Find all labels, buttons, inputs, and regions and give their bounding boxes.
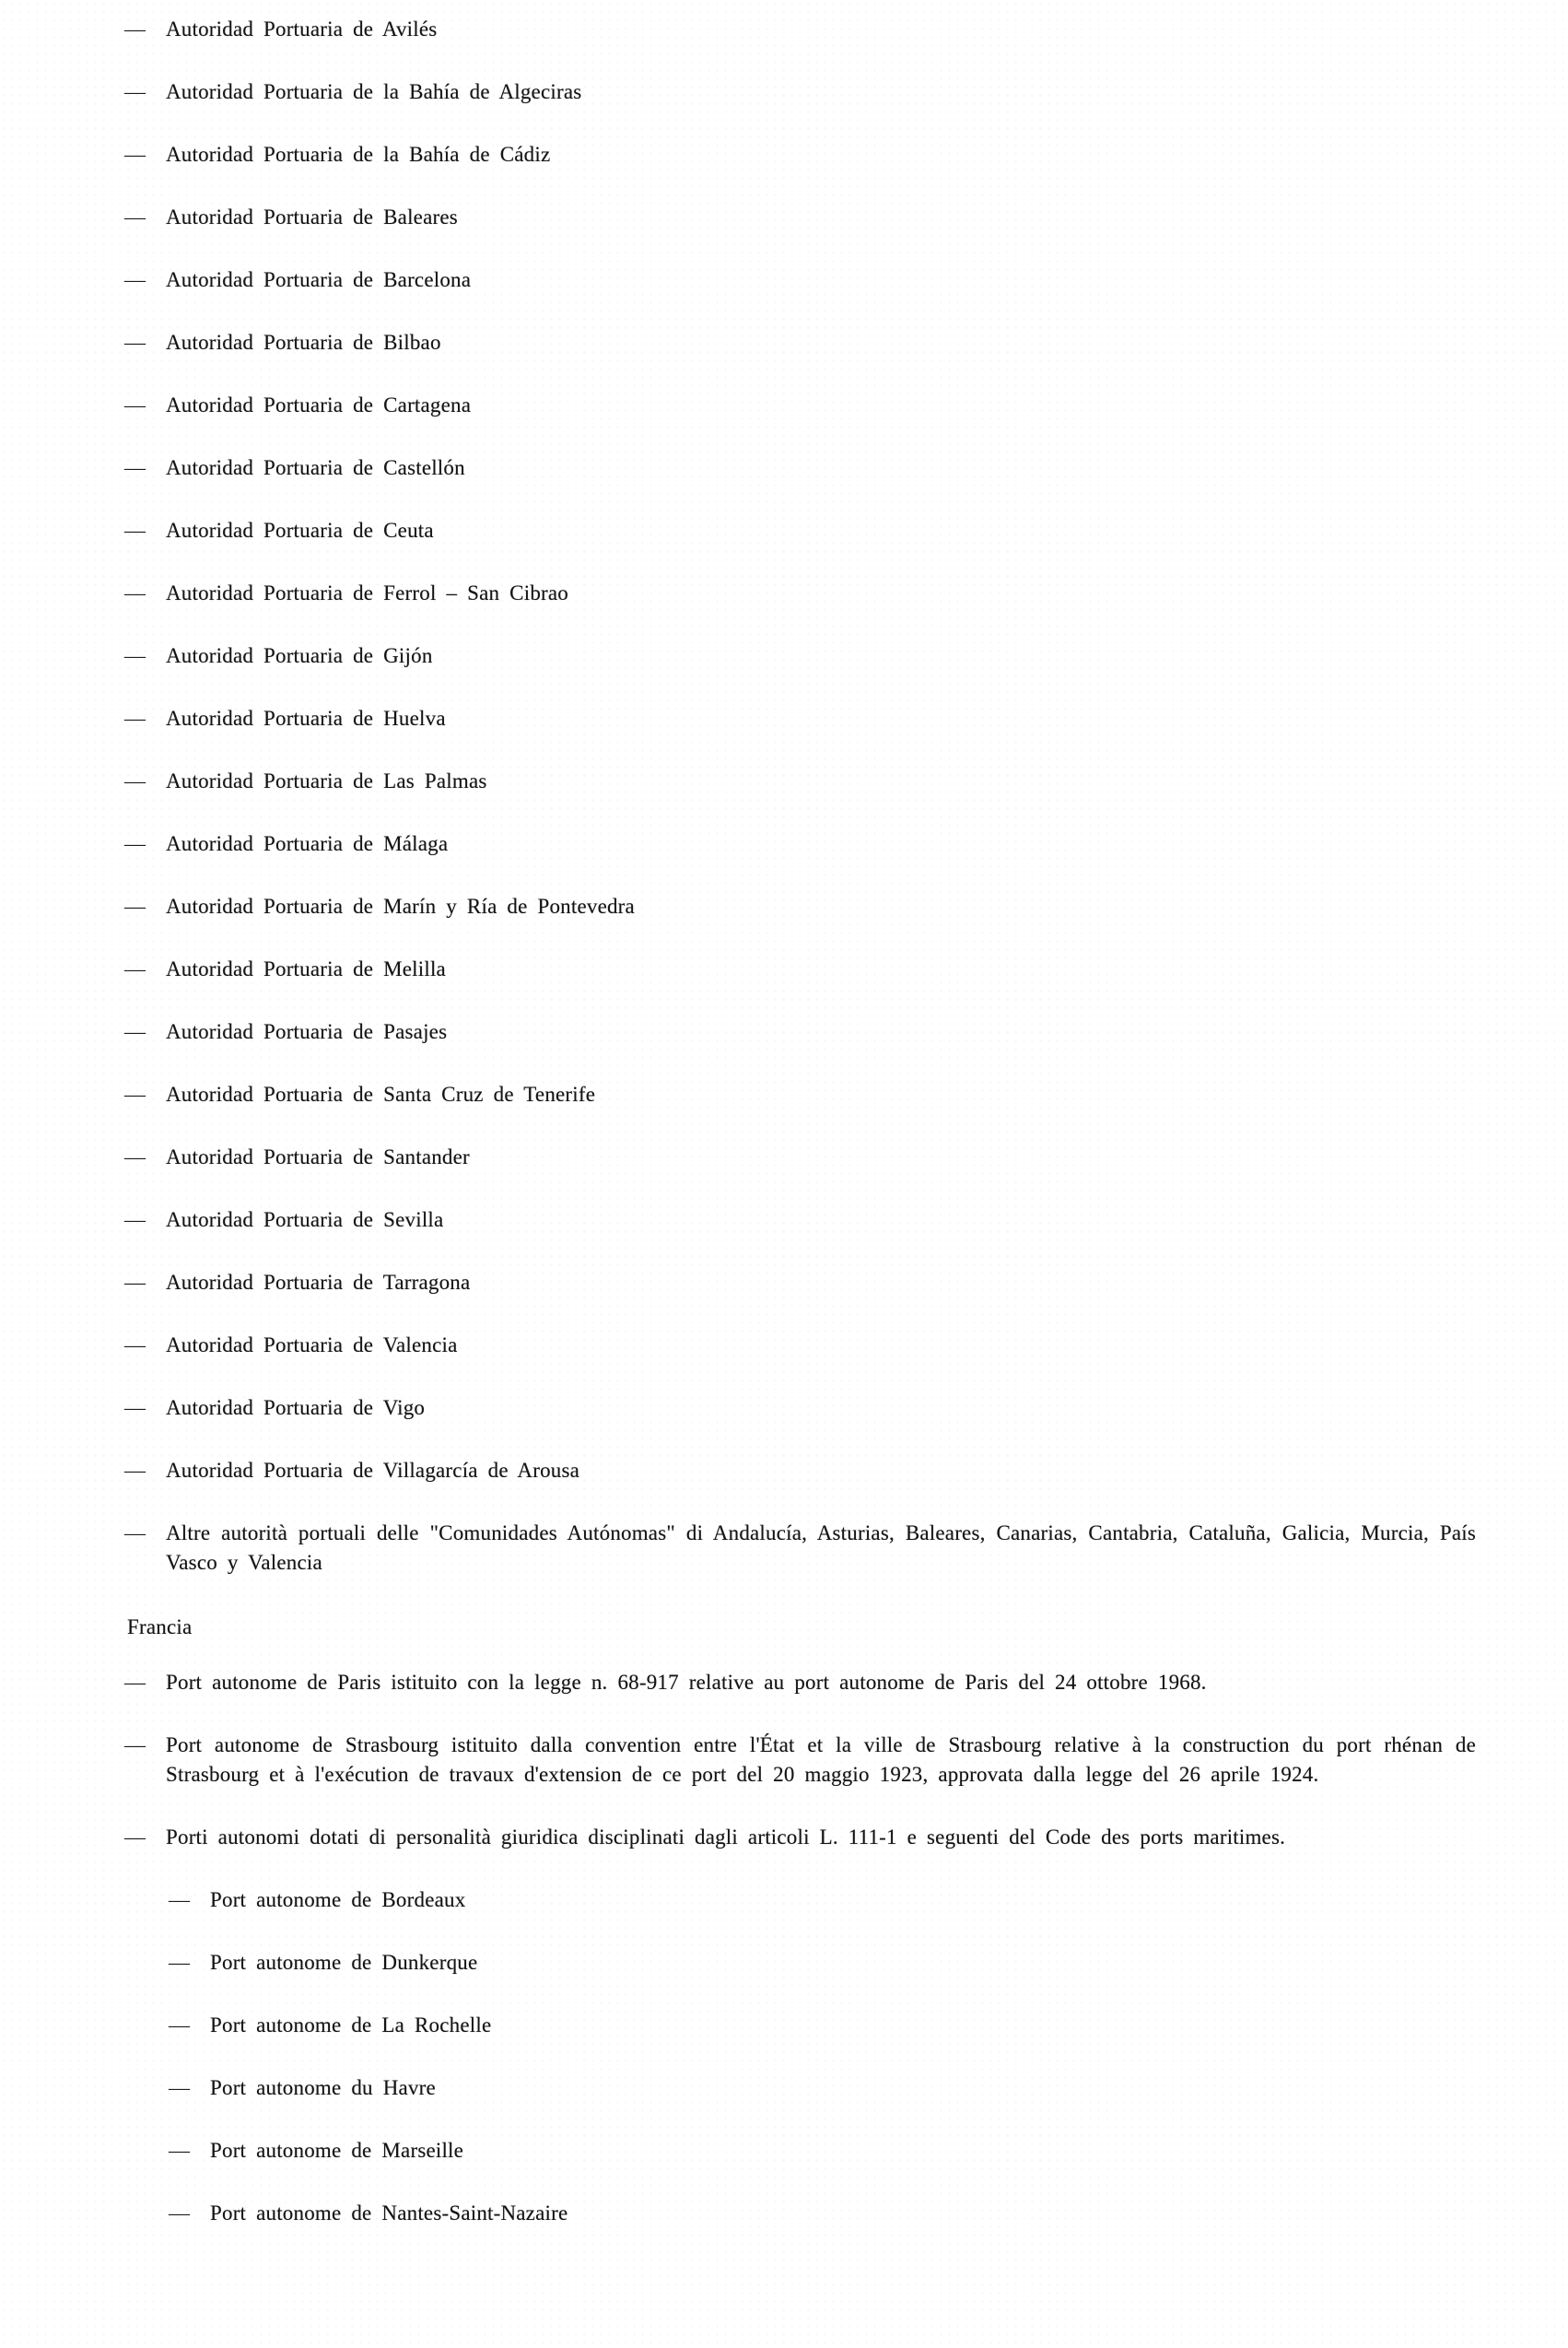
list-item-text: Autoridad Portuaria de Melilla xyxy=(166,957,446,980)
list-item-text: Altre autorità portuali delle "Comunidades Autónomas" di Andalucía, Asturias, Baleares, Canarias, Cantabria, Cataluña, Galicia, Murcia, País Vasco y Valencia xyxy=(166,1521,1476,1574)
dash-icon: — xyxy=(124,393,146,417)
list-item xyxy=(124,1823,1476,1852)
list-item xyxy=(124,140,1476,170)
list-item xyxy=(124,77,1476,107)
list-item-text: Autoridad Portuaria de la Bahía de Cádiz xyxy=(166,143,551,166)
dash-icon: — xyxy=(169,2139,191,2162)
dash-icon: — xyxy=(124,1459,146,1482)
list-item xyxy=(124,328,1476,358)
dash-icon: — xyxy=(124,205,146,229)
list-item xyxy=(124,1731,1476,1790)
list-item-text: Autoridad Portuaria de Baleares xyxy=(166,205,458,229)
list-item xyxy=(124,1393,1476,1423)
dash-icon: — xyxy=(169,2013,191,2037)
dash-icon: — xyxy=(124,143,146,166)
list-item-text: Port autonome de Dunkerque xyxy=(210,1951,478,1974)
list-item xyxy=(124,15,1476,44)
list-item-text: Autoridad Portuaria de Pasajes xyxy=(166,1020,448,1043)
list-item xyxy=(124,203,1476,232)
list-item xyxy=(169,2011,1476,2040)
list-item-text: Autoridad Portuaria de Avilés xyxy=(166,18,438,41)
dash-icon: — xyxy=(124,1083,146,1106)
dash-icon: — xyxy=(124,80,146,103)
list-item-text: Port autonome de Strasbourg istituito dalla convention entre l'État et la ville de Strasbourg relative à la construction du port rhénan de Strasbourg et à l'exécution de travaux d'extension de ce port del 20 maggio 1923, approvata dalla legge del 26 aprile 1924. xyxy=(166,1733,1476,1786)
dash-icon: — xyxy=(124,832,146,855)
list-item-text: Port autonome de Marseille xyxy=(210,2139,464,2162)
dash-icon: — xyxy=(124,1333,146,1356)
list-item xyxy=(124,641,1476,671)
dash-icon: — xyxy=(124,456,146,479)
list-item xyxy=(169,2136,1476,2166)
list-item-text: Autoridad Portuaria de Cartagena xyxy=(166,393,472,417)
list-item xyxy=(124,1017,1476,1047)
dash-icon: — xyxy=(124,268,146,291)
list-item-text: Autoridad Portuaria de Villagarcía de Arousa xyxy=(166,1459,580,1482)
dash-icon: — xyxy=(124,1733,146,1756)
dash-icon: — xyxy=(169,2076,191,2099)
list-item xyxy=(169,2073,1476,2103)
list-item xyxy=(124,1331,1476,1360)
list-item-text: Autoridad Portuaria de Tarragona xyxy=(166,1271,471,1294)
list-item xyxy=(124,767,1476,796)
list-item-text: Port autonome de Paris istituito con la legge n. 68-917 relative au port autonome de Paris del 24 ottobre 1968. xyxy=(166,1671,1207,1694)
dash-icon: — xyxy=(124,18,146,41)
dash-icon: — xyxy=(124,1396,146,1419)
dash-icon: — xyxy=(169,2201,191,2225)
list-item-text: Autoridad Portuaria de Ferrol – San Cibrao xyxy=(166,581,568,605)
list-item xyxy=(124,1080,1476,1109)
list-item xyxy=(124,453,1476,483)
list-item xyxy=(124,892,1476,922)
list-item-text: Autoridad Portuaria de Huelva xyxy=(166,707,446,730)
list-item-text: Autoridad Portuaria de la Bahía de Algeciras xyxy=(166,80,582,103)
list-item-text: Port autonome de Nantes-Saint-Nazaire xyxy=(210,2201,568,2225)
list-item-text: Autoridad Portuaria de Castellón xyxy=(166,456,465,479)
country-heading-francia: Francia xyxy=(127,1615,193,1638)
dash-icon: — xyxy=(124,1271,146,1294)
list-item-text: Autoridad Portuaria de Valencia xyxy=(166,1333,458,1356)
list-item xyxy=(169,1885,1476,1915)
list-item-text: Porti autonomi dotati di personalità giuridica disciplinati dagli articoli L. 111-1 e seguenti del Code des ports maritimes. xyxy=(166,1826,1286,1849)
dash-icon: — xyxy=(169,1951,191,1974)
list-item xyxy=(124,265,1476,295)
list-item xyxy=(124,1668,1476,1697)
list-item xyxy=(124,1143,1476,1172)
france-autonomous-ports-list xyxy=(169,1885,1476,2228)
list-item-text: Autoridad Portuaria de Marín y Ría de Pontevedra xyxy=(166,895,635,918)
dash-icon: — xyxy=(124,1208,146,1231)
list-item-text: Autoridad Portuaria de Santander xyxy=(166,1145,470,1168)
dash-icon: — xyxy=(124,1020,146,1043)
dash-icon: — xyxy=(124,769,146,792)
list-item xyxy=(124,704,1476,734)
list-item-text: Autoridad Portuaria de Bilbao xyxy=(166,331,441,354)
dash-icon: — xyxy=(124,644,146,667)
dash-icon: — xyxy=(124,895,146,918)
dash-icon: — xyxy=(169,1888,191,1911)
list-item-text: Autoridad Portuaria de Vigo xyxy=(166,1396,426,1419)
list-item xyxy=(124,1519,1476,1578)
list-item-text: Autoridad Portuaria de Málaga xyxy=(166,832,449,855)
list-item xyxy=(124,391,1476,420)
list-item xyxy=(124,1205,1476,1235)
list-item xyxy=(169,1948,1476,1978)
list-item-text: Autoridad Portuaria de Las Palmas xyxy=(166,769,487,792)
list-item-text: Autoridad Portuaria de Santa Cruz de Tenerife xyxy=(166,1083,596,1106)
list-item xyxy=(124,829,1476,859)
list-item xyxy=(124,1456,1476,1485)
dash-icon: — xyxy=(124,707,146,730)
list-item-text: Autoridad Portuaria de Gijón xyxy=(166,644,433,667)
list-item-text: Autoridad Portuaria de Barcelona xyxy=(166,268,472,291)
list-item xyxy=(124,1268,1476,1297)
list-item-text: Autoridad Portuaria de Ceuta xyxy=(166,519,434,542)
dash-icon: — xyxy=(124,1521,146,1544)
dash-icon: — xyxy=(124,519,146,542)
list-item xyxy=(124,579,1476,608)
list-item-text: Port autonome de La Rochelle xyxy=(210,2013,492,2037)
list-item-text: Port autonome de Bordeaux xyxy=(210,1888,466,1911)
dash-icon: — xyxy=(124,957,146,980)
dash-icon: — xyxy=(124,1671,146,1694)
dash-icon: — xyxy=(124,1145,146,1168)
dash-icon: — xyxy=(124,1826,146,1849)
list-item-text: Autoridad Portuaria de Sevilla xyxy=(166,1208,444,1231)
list-item xyxy=(169,2199,1476,2228)
dash-icon: — xyxy=(124,581,146,605)
list-item xyxy=(124,516,1476,546)
list-item-text: Port autonome du Havre xyxy=(210,2076,436,2099)
list-item xyxy=(124,955,1476,984)
dash-icon: — xyxy=(124,331,146,354)
